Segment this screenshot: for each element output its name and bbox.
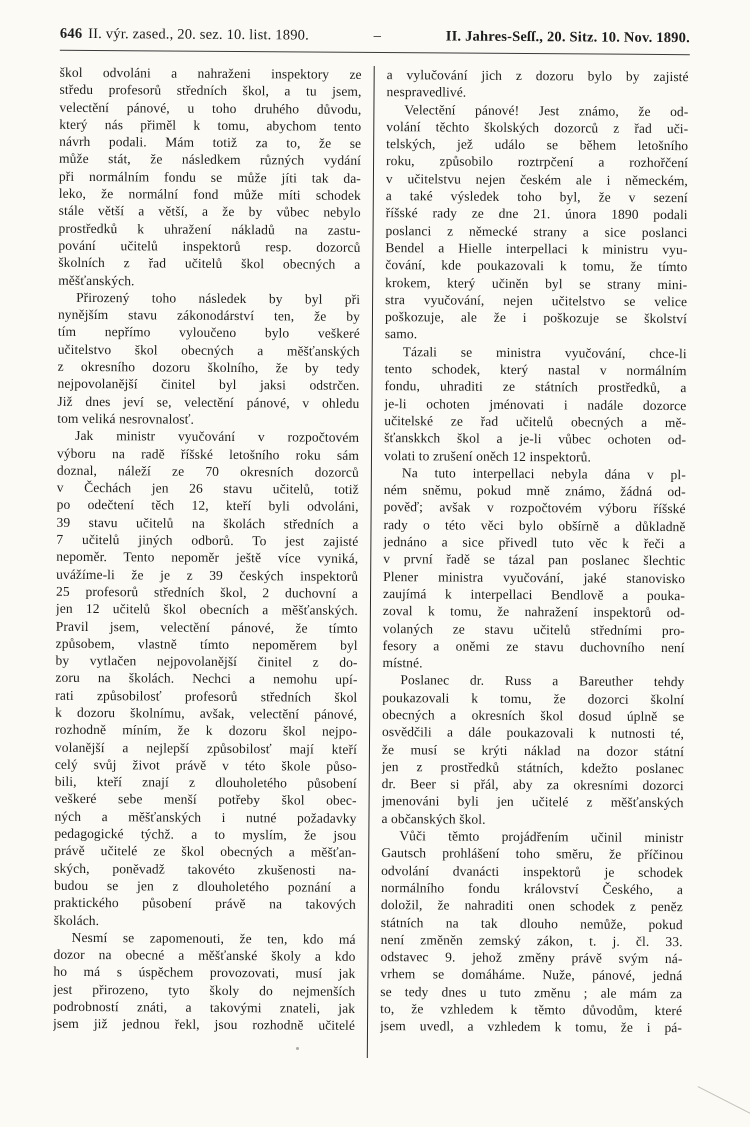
column-divider — [367, 66, 375, 1058]
text-line: poškozuje, ale že i poškozuje se školství — [384, 309, 688, 327]
text-line: prostředků k uhražení nákladů na zastu- — [58, 220, 361, 238]
text-line: způsobem, vlastně tímto nepoměrem byl — [55, 635, 358, 653]
text-line: v první řadě se tázal pan poslanec šlechtic — [383, 551, 686, 569]
text-line: 39 stavu učitelů na školách středních a — [56, 514, 359, 532]
text-line: vrhem se domáháme. Nuže, pánové, jedná — [380, 966, 683, 984]
text-line: Gautsch prohlášení toho směru, že příčinou — [381, 845, 684, 863]
text-line: právě učitelé ze škol obecných a měšťan- — [54, 843, 357, 861]
text-line: fesory a oněmi ze stavu duchovního není — [382, 637, 685, 655]
text-line: jen z prostředků státních, kdežto poslanec — [381, 758, 684, 777]
text-line: tom veliká nesrovnalosť. — [57, 410, 195, 427]
text-line: poukazovali k tomu, že dozorci školní — [382, 689, 685, 707]
text-line: nynějším stavu zákonodárství ten, že by — [57, 306, 361, 325]
header-separator: – — [373, 27, 382, 45]
text-line: Bendel a Hielle interpellaci k ministru vyu- — [385, 240, 688, 258]
text-line: Vůči těmto projádřením učinil ministr — [399, 828, 684, 846]
text-line: k dozoru školnímu, avšak, velectění pánové, — [55, 704, 358, 722]
text-line: doznal, náleží ze 70 okresních dozorců — [56, 462, 359, 480]
text-line: Jak ministr vyučování v rozpočtovém — [75, 428, 360, 446]
text-line: nejpovolanější činitel byl jaksi odstrčen. — [57, 376, 360, 394]
text-line: škol odvoláni a nahraženi inspektory ze — [59, 64, 362, 82]
header-czech-session: II. výr. zased., 20. sez. 10. list. 1890. — [88, 25, 310, 44]
text-line: Již dnes jeví se, velectění pánové, v ohledu — [57, 393, 360, 411]
text-line: ném sněmu, pokud mně známo, žádná od- — [383, 482, 686, 500]
text-line: středu profesorů středních škol, a tu jsem, — [59, 82, 362, 100]
text-line: jen 12 učitelů škol obecních a měšťanských. — [55, 600, 358, 619]
text-line: učitelské ze řad učitelů obecných a mě- — [384, 413, 687, 431]
paragraph — [385, 101, 689, 345]
text-line: 7 učitelů jiných odborů. To jest zajisté — [56, 531, 359, 549]
text-line: pedagogické týchž. a to myslím, že jsou — [54, 825, 357, 843]
text-line: a občanských škol. — [381, 810, 486, 827]
text-line: z okresního dozoru školního, že by tedy — [57, 358, 360, 376]
text-line: nepoměr. Tento nepoměr ještě více vyniká, — [56, 549, 359, 567]
paragraph — [386, 66, 688, 103]
text-line: Na tuto interpellaci nebyla dána v pl- — [401, 465, 686, 482]
text-line: dr. Beer si přál, aby za okresními dozorci — [381, 776, 684, 794]
text-line: jsem již jednou řekl, jsou rozhodně učitelé — [52, 1016, 356, 1034]
text-line: velectění pánové, u toho druhého důvodu, — [59, 99, 362, 117]
text-line: volaných ze stavu učitelů středními pro- — [382, 620, 685, 638]
text-line: školních z řad učitelů škol obecných a — [58, 255, 361, 273]
paragraph — [57, 289, 360, 429]
text-line: který nás přiměl k tomu, abychom tento — [59, 116, 362, 134]
paragraph — [380, 827, 683, 1037]
text-line: měšťanských. — [58, 272, 135, 288]
text-line: fondu, uhraditi ze státních prostředků, a — [384, 378, 687, 396]
text-line: stra vyučování, nejen učitelstvo se velice — [385, 291, 688, 310]
paragraph — [58, 64, 362, 291]
text-line: bili, kteří znají z dlouholetého působení — [54, 773, 357, 792]
header-left-group — [60, 26, 309, 45]
text-line: obecných a okresních škol dosud úplně se — [382, 707, 685, 725]
text-line: se tedy dnes u tuto změnu ; ale mám za — [380, 983, 683, 1001]
text-line: zoru na školách. Nechci a nemohu upí- — [55, 670, 358, 688]
text-line: Tázali se ministra vyučování, chce-li — [402, 343, 687, 361]
paragraph — [53, 929, 356, 1035]
text-line: pování učitelů inspektorů resp. dozorců — [58, 237, 361, 255]
text-line: pověď; avšak v rozpočtovém výboru říšské — [383, 499, 686, 517]
text-line: státních na tak dlouho nemůže, pokud — [380, 914, 683, 932]
text-line: říšské rady ze dne 21. února 1890 podali — [385, 205, 688, 223]
text-line: jmenováni byli jen učitelé z měšťanských — [381, 793, 684, 811]
page-header — [60, 26, 690, 55]
text-line: rozhodně míním, že k dozoru škol nejpo- — [55, 722, 358, 740]
text-line: uvážíme-li že je z 39 českých inspektorů — [56, 566, 359, 584]
text-line: je-li ochoten jménovati i nadále dozorce — [384, 395, 687, 413]
text-line: samo. — [384, 326, 418, 342]
scan-artifact — [698, 1086, 750, 1119]
text-line: normálního fondu království Českého, a — [380, 880, 684, 898]
text-line: leko, že normální fond může míti schodek — [58, 185, 361, 203]
text-line: a také výsledek toho byl, že v sezení — [385, 188, 688, 206]
header-german-session: II. Jahres-Seſſ., 20. Sitz. 10. Nov. 1890. — [445, 28, 690, 47]
text-line: výboru na radě říšské letošního roku sám — [56, 445, 360, 463]
text-line: jsem uvedl, a vzhledem k tomu, že i pá- — [379, 1018, 683, 1036]
text-line: volati to zrušení oněch 12 inspektorů. — [383, 447, 592, 465]
right-column — [380, 66, 689, 1060]
text-line: Plener ministra vyučování, jaké stanovisko — [383, 568, 686, 586]
text-line: ných a měšťanských i nutné požadavky — [54, 808, 357, 826]
text-line: a vylučování jich z dozoru bylo by zajisté — [386, 67, 689, 85]
text-line: dozor na obecné a měšťanské školy a kdo — [53, 946, 356, 965]
text-line: Poslanec dr. Russ a Bareuther tehdy — [400, 672, 685, 690]
text-line: nespravedlivé. — [386, 84, 467, 100]
text-line: rady o této věci bylo obšírně a důkladně — [383, 516, 686, 534]
text-line: rati způsobilosť profesorů středních škol — [55, 687, 358, 705]
text-line: že musí se krýti náklad na dozor státní — [381, 741, 685, 759]
text-line: to, že vzhledem k těmto důvodům, které — [380, 1001, 683, 1019]
text-line: tím nepřímo vyloučeno bylo veškeré — [57, 324, 360, 342]
text-line: celý svůj život právě v této škole půso- — [54, 756, 357, 774]
text-line: Přirozený toho následek by byl při — [76, 289, 361, 307]
text-line: při normálním fondu se může jíti tak da- — [58, 168, 361, 186]
text-line: může stát, že následkem různých vydání — [59, 151, 362, 169]
text-line: ských, poněvadž takovéto zkušenosti na- — [54, 860, 357, 878]
text-line: čování, kde poukazovali k tomu, že tímto — [385, 257, 688, 275]
text-line: budou se jen z dlouholetého poznání a — [53, 877, 357, 895]
text-line: není změněn zemský zákon, t. j. čl. 33. — [380, 931, 683, 950]
paragraph — [381, 671, 684, 829]
text-line: šťanskkch škol a je-li vůbec ochoten od- — [384, 430, 687, 448]
text-line: 25 profesorů středních škol, 2 duchovní a — [56, 583, 359, 601]
scan-speck — [296, 1047, 299, 1050]
text-line: v učitelstvu nejen českém ale i německém, — [385, 170, 688, 188]
text-line: zaujímá k interpellaci Bendlově a pouka- — [382, 585, 686, 604]
text-line: odstavec 9. jehož změny právě svým ná- — [380, 949, 683, 967]
page-content — [53, 26, 690, 1060]
text-line: místné. — [382, 655, 423, 671]
text-line: roku, způsobilo roztrpčení a rozhořčení — [386, 153, 689, 171]
text-line: učitelstvo škol obecných a měšťanských — [57, 341, 360, 359]
text-line: Pravil jsem, velectění pánové, že tímto — [55, 618, 358, 636]
text-line: Velectění pánové! Jest známo, že od- — [404, 101, 689, 119]
text-line: poslanci z německé strany a sice poslanci — [385, 222, 688, 240]
paragraph — [384, 343, 687, 466]
text-line: podrobností znáti, a takovými znateli, jak — [53, 998, 356, 1016]
two-column-text-block — [53, 64, 690, 1060]
text-line: školách. — [53, 912, 100, 928]
text-line: zoval k tomu, že nahražení inspektorů od- — [382, 603, 685, 621]
text-line: by vytlačen nejpovolanější činitel z do- — [55, 652, 358, 670]
paragraph — [54, 427, 359, 931]
left-column — [53, 64, 362, 1058]
text-line: návrh podali. Mám totiž za to, že se — [59, 133, 362, 152]
text-line: tento schodek, který nastal v normálním — [384, 361, 687, 379]
text-line: volání těchto školských dozorců z řad uči- — [386, 118, 689, 137]
text-line: Nesmí se zapomenouti, že ten, kdo má — [71, 929, 356, 947]
text-line: jednáno a sice přivedl tuto věc k řeči a — [383, 534, 686, 552]
page-number: 646 — [59, 25, 83, 42]
text-line: telských, jež událo se během letošního — [386, 136, 689, 154]
text-line: osvědčili a dále poukazovali k nutnosti té, — [382, 724, 685, 742]
paragraph — [383, 464, 686, 674]
text-line: ho má s úspěchem provozovati, musí jak — [53, 964, 356, 982]
text-line: po odečtení těch 12, kteří byli odvoláni, — [56, 497, 359, 515]
text-line: volanější a nejlepší způsobilosť mají kteří — [54, 739, 358, 757]
text-line: veškeré sebe menší potřeby škol obec- — [54, 791, 357, 809]
text-line: krokem, který učiněn byl se strany mini- — [385, 274, 688, 292]
text-line: stále větší a větší, a že by vůbec nebylo — [58, 203, 361, 221]
text-line: doložil, že nahraditi onen schodek z peněz — [380, 897, 683, 915]
text-line: praktického působení právě na takových — [53, 895, 356, 913]
text-line: v Čechách jen 26 stavu učitelů, totiž — [56, 479, 359, 498]
text-line: jest přirozeno, tyto školy do nejmenších — [53, 981, 356, 999]
text-line: odvolání dvanácti inspektorů je schodek — [381, 862, 684, 880]
